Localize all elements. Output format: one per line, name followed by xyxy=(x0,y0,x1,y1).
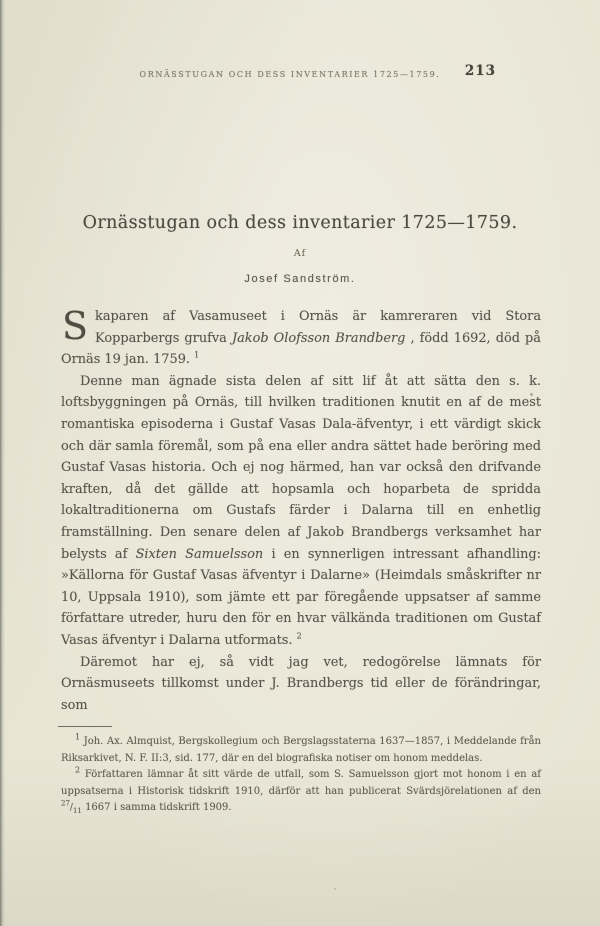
footnote-1-marker: 1 xyxy=(75,732,81,742)
paragraph-1-text: , född 1692, död på Ornäs 19 jan. 1759. xyxy=(61,330,541,368)
date-fraction-numerator: 27 xyxy=(61,799,70,808)
footnote-2-text: 1667 i samma tidskrift 1909. xyxy=(81,801,232,813)
footnote-1 xyxy=(61,734,541,767)
footnote-1-text: Joh. Ax. Almquist, Bergskollegium och Bergslagsstaterna 1637—1857, i Meddelande från Riksarkivet, N. F. II:3, sid. 177, där en del biografiska notiser om honom meddelas. xyxy=(61,736,541,764)
paragraph-2 xyxy=(61,371,541,652)
person-name-italic: Sixten Samuelsson xyxy=(135,546,264,562)
page-number: 213 xyxy=(464,63,496,79)
article-body xyxy=(61,306,541,816)
running-header xyxy=(55,0,525,79)
paragraph-2-text: i en synnerligen intressant afhandling: »Källorna för Gustaf Vasas äfventyr i Dalarne» (Heimdals småskrifter nr 10, Uppsala 1910), som jämte ett par föregående uppsatser af samme författare utreder, huru den för en hvar välkända traditionen om Gustaf Vasas äfventyr i Dalarna utformats. xyxy=(61,546,541,648)
footnote-2 xyxy=(61,767,541,816)
scan-speck xyxy=(334,888,336,890)
drop-cap: S xyxy=(62,304,89,348)
title-block xyxy=(61,213,539,285)
person-name-italic: Jakob Olofsson Brandberg xyxy=(231,330,406,346)
paragraph-3-text: Däremot har ej, så vidt jag vet, redogörelse lämnats för Ornäsmuseets tillkomst under J. Brandbergs tid eller de förändringar, som xyxy=(61,654,541,713)
paragraph-1-text: kaparen af Vasamuseet i Ornäs är kamreraren vid Stora Kopparbergs grufva xyxy=(95,309,541,346)
footnote-2-marker: 2 xyxy=(75,765,81,775)
footnote-reference-2: 2 xyxy=(296,631,302,641)
footnote-separator-rule xyxy=(58,726,112,727)
footnote-2-text: Författaren lämnar åt sitt värde de utfall, som S. Samuelsson gjort mot honom i en af uppsatserna i Historisk tidskrift 1910, därför att han publicerat Svärdsjörelationen af den xyxy=(61,769,541,797)
paragraph-3 xyxy=(61,652,541,717)
date-fraction-denominator: 11 xyxy=(72,806,82,815)
footnotes xyxy=(61,734,541,816)
running-title: ORNÄSSTUGAN OCH DESS INVENTARIER 1725—1759. xyxy=(139,70,441,79)
paragraph-1 xyxy=(61,306,541,371)
date-fraction-slash: / xyxy=(69,802,73,813)
footnote-reference-1: 1 xyxy=(194,350,200,360)
paragraph-2-text: Denne man ägnade sista delen af sitt lif åt att sätta den s. k. loftsbyggningen på Ornäs, till hvilken traditionen knutit en af de mest romantiska episoderna i Gustaf Vasas Dala-äfventyr, i ett värdigt skick och där samla föremål, som på ena eller andra sättet hade beröring med Gustaf Vasas historia. Och ej nog härmed, han var också den drifvande kraften, då det gällde att hopsamla och hoparbeta de spridda lokaltraditionerna om Gustafs färder i Dalarna till en enhetlig framställning. Den senare delen af Jakob Brandbergs verksamhet har belysts af xyxy=(61,373,541,562)
article-title: Ornässtugan och dess inventarier 1725—1759. xyxy=(82,213,518,233)
scan-binding-edge xyxy=(0,0,5,926)
author-name: Josef Sandström. xyxy=(244,273,356,285)
byline: Af xyxy=(293,248,307,259)
